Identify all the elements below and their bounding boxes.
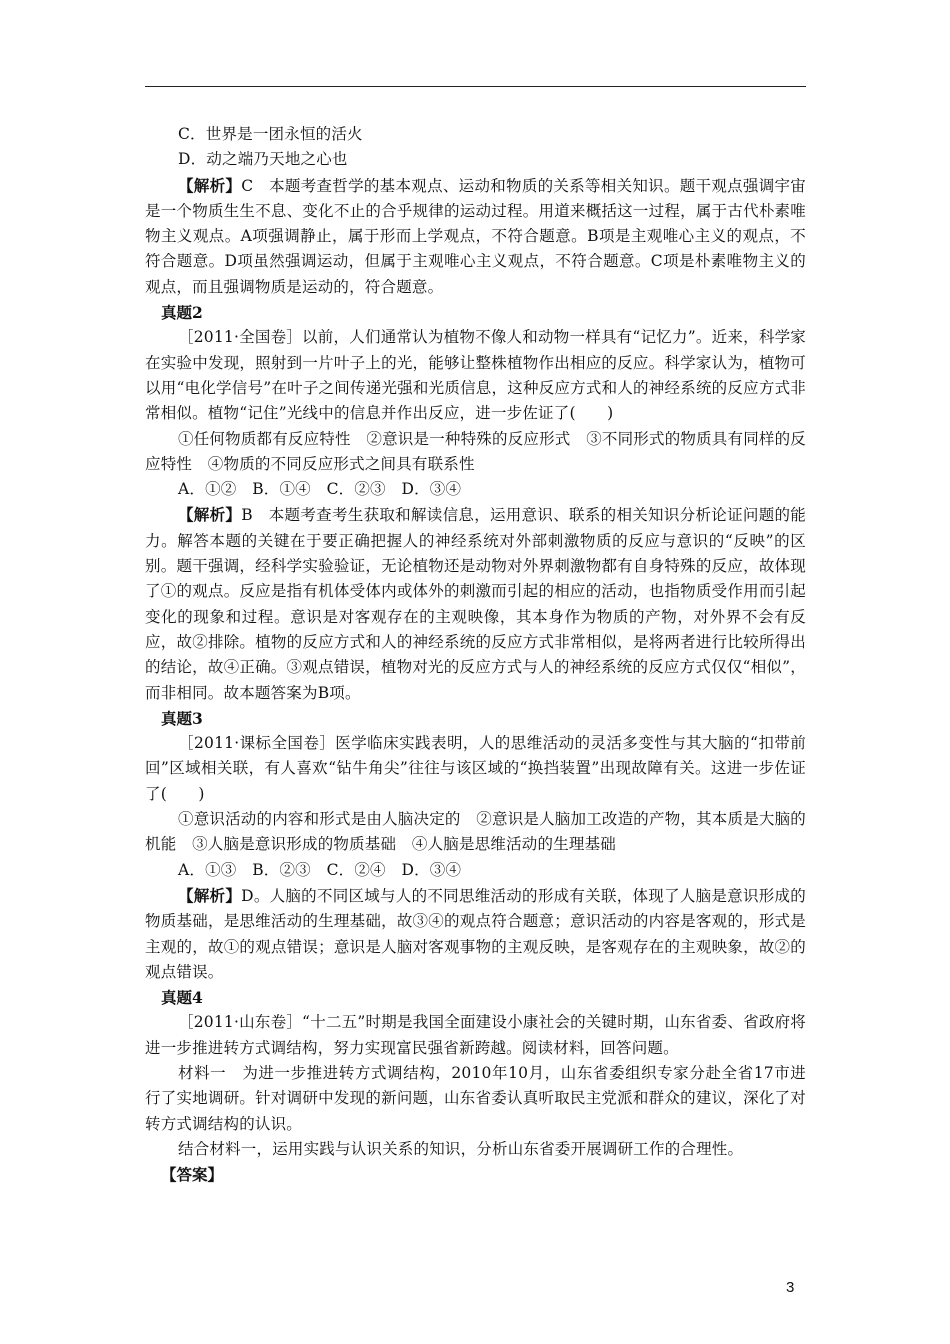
q3-options: A．①③ B．②③ C．②④ D．③④: [178, 860, 462, 879]
q4-stem: ［2011·山东卷］“十二五”时期是我国全面建设小康社会的关键时期，山东省委、省政府将进一步推进转方式调结构，努力实现富民强省新跨越。阅读材料，回答问题。: [145, 1013, 806, 1057]
analysis-text: B 本题考查考生获取和解读信息，运用意识、联系的相关知识分析论证问题的能力。解答本题的关键在于要正确把握人的神经系统对外部刺激物质的反应与意识的“反映”的区别。题干强调，经科学实验验证，无论植物还是动物对外界刺激物都有自身特殊的反应，故体现了①的观点。反应是指有机体受体内或体外的刺激而引起的相应的活动，也指物质受作用而引起变化的现象和过程。意识是对客观存在的主观映像，其本身作为物质的产物，对外界不会有反应，故②排除。植物的反应方式和人的神经系统的反应方式非常相似，是将两者进行比较所得出的结论，故④正确。③观点错误，植物对光的反应方式与人的神经系统的反应方式仅仅“相似”，而非相同。故本题答案为B项。: [145, 506, 807, 702]
q3-statements: ①意识活动的内容和形式是由人脑决定的 ②意识是人脑加工改造的产物，其本质是大脑的机能 ③人脑是意识形成的物质基础 ④人脑是思维活动的生理基础: [145, 810, 807, 854]
analysis-text: D。人脑的不同区域与人的不同思维活动的形成有关联，体现了人脑是意识形成的物质基础，是思维活动的生理基础，故③④的观点符合题意；意识活动的内容是客观的，形式是主观的，故①的观点错误；意识是人脑对客观事物的主观反映，是客观存在的主观映象，故②的观点错误。: [145, 886, 806, 981]
q4-material: 材料一 为进一步推进转方式调结构，2010年10月，山东省委组织专家分赴全省17市进行了实地调研。针对调研中发现的新问题，山东省委认真听取民主党派和群众的建议，深化了对转方式调结构的认识。: [145, 1063, 806, 1133]
analysis-tag: 【解析】: [178, 175, 242, 195]
page-content: [145, 122, 806, 1187]
analysis-tag: 【解析】: [178, 505, 242, 525]
q2-options: A．①② B．①④ C．②③ D．③④: [178, 480, 462, 499]
q2-statements: ①任何物质都有反应特性 ②意识是一种特殊的反应形式 ③不同形式的物质具有同样的反应特性 ④物质的不同反应形式之间具有联系性: [145, 429, 807, 473]
q3-analysis: [145, 883, 806, 985]
q4-question: 结合材料一，运用实践与认识关系的知识，分析山东省委开展调研工作的合理性。: [178, 1139, 744, 1158]
q1-option-d: D．动之端乃天地之心也: [178, 150, 348, 169]
analysis-text: C 本题考查哲学的基本观点、运动和物质的关系等相关知识。题干观点强调宇宙是一个物质生生不息、变化不止的合乎规律的运动过程。用道来概括这一过程，属于古代朴素唯物主义观点。A项强调静止，属于形而上学观点，不符合题意。B项是主观唯心主义的观点，不符合题意。D项虽然强调运动，但属于主观唯心主义观点，不符合题意。C项是朴素唯物主义的观点，而且强调物质是运动的，符合题意。: [145, 176, 807, 296]
q2-analysis: [145, 502, 806, 705]
q2-title: 真题2: [161, 303, 203, 323]
q1-option-c: C．世界是一团永恒的活火: [178, 125, 363, 143]
q3-title: 真题3: [161, 708, 203, 728]
page-number: 3: [786, 1279, 795, 1296]
q1-analysis: [145, 173, 806, 300]
q4-answer-label: 【答案】: [161, 1165, 224, 1185]
analysis-tag: 【解析】: [178, 885, 242, 905]
q4-title: 真题4: [161, 988, 203, 1008]
q2-stem: ［2011·全国卷］以前，人们通常认为植物不像人和动物一样具有“记忆力”。近来，科学家在实验中发现，照射到一片叶子上的光，能够让整株植物作出相应的反应。科学家认为，植物可以用“电化学信号”在叶子之间传递光强和光质信息，这种反应方式和人的神经系统的反应方式非常相似。植物“记住”光线中的信息并作出反应，进一步佐证了( ): [145, 328, 806, 423]
header-rule: [145, 86, 806, 87]
q3-stem: ［2011·课标全国卷］医学临床实践表明，人的思维活动的灵活多变性与其大脑的“扣带前回”区域相关联，有人喜欢“钻牛角尖”往往与该区域的“换挡装置”出现故障有关。这进一步佐证了( ): [145, 734, 806, 803]
